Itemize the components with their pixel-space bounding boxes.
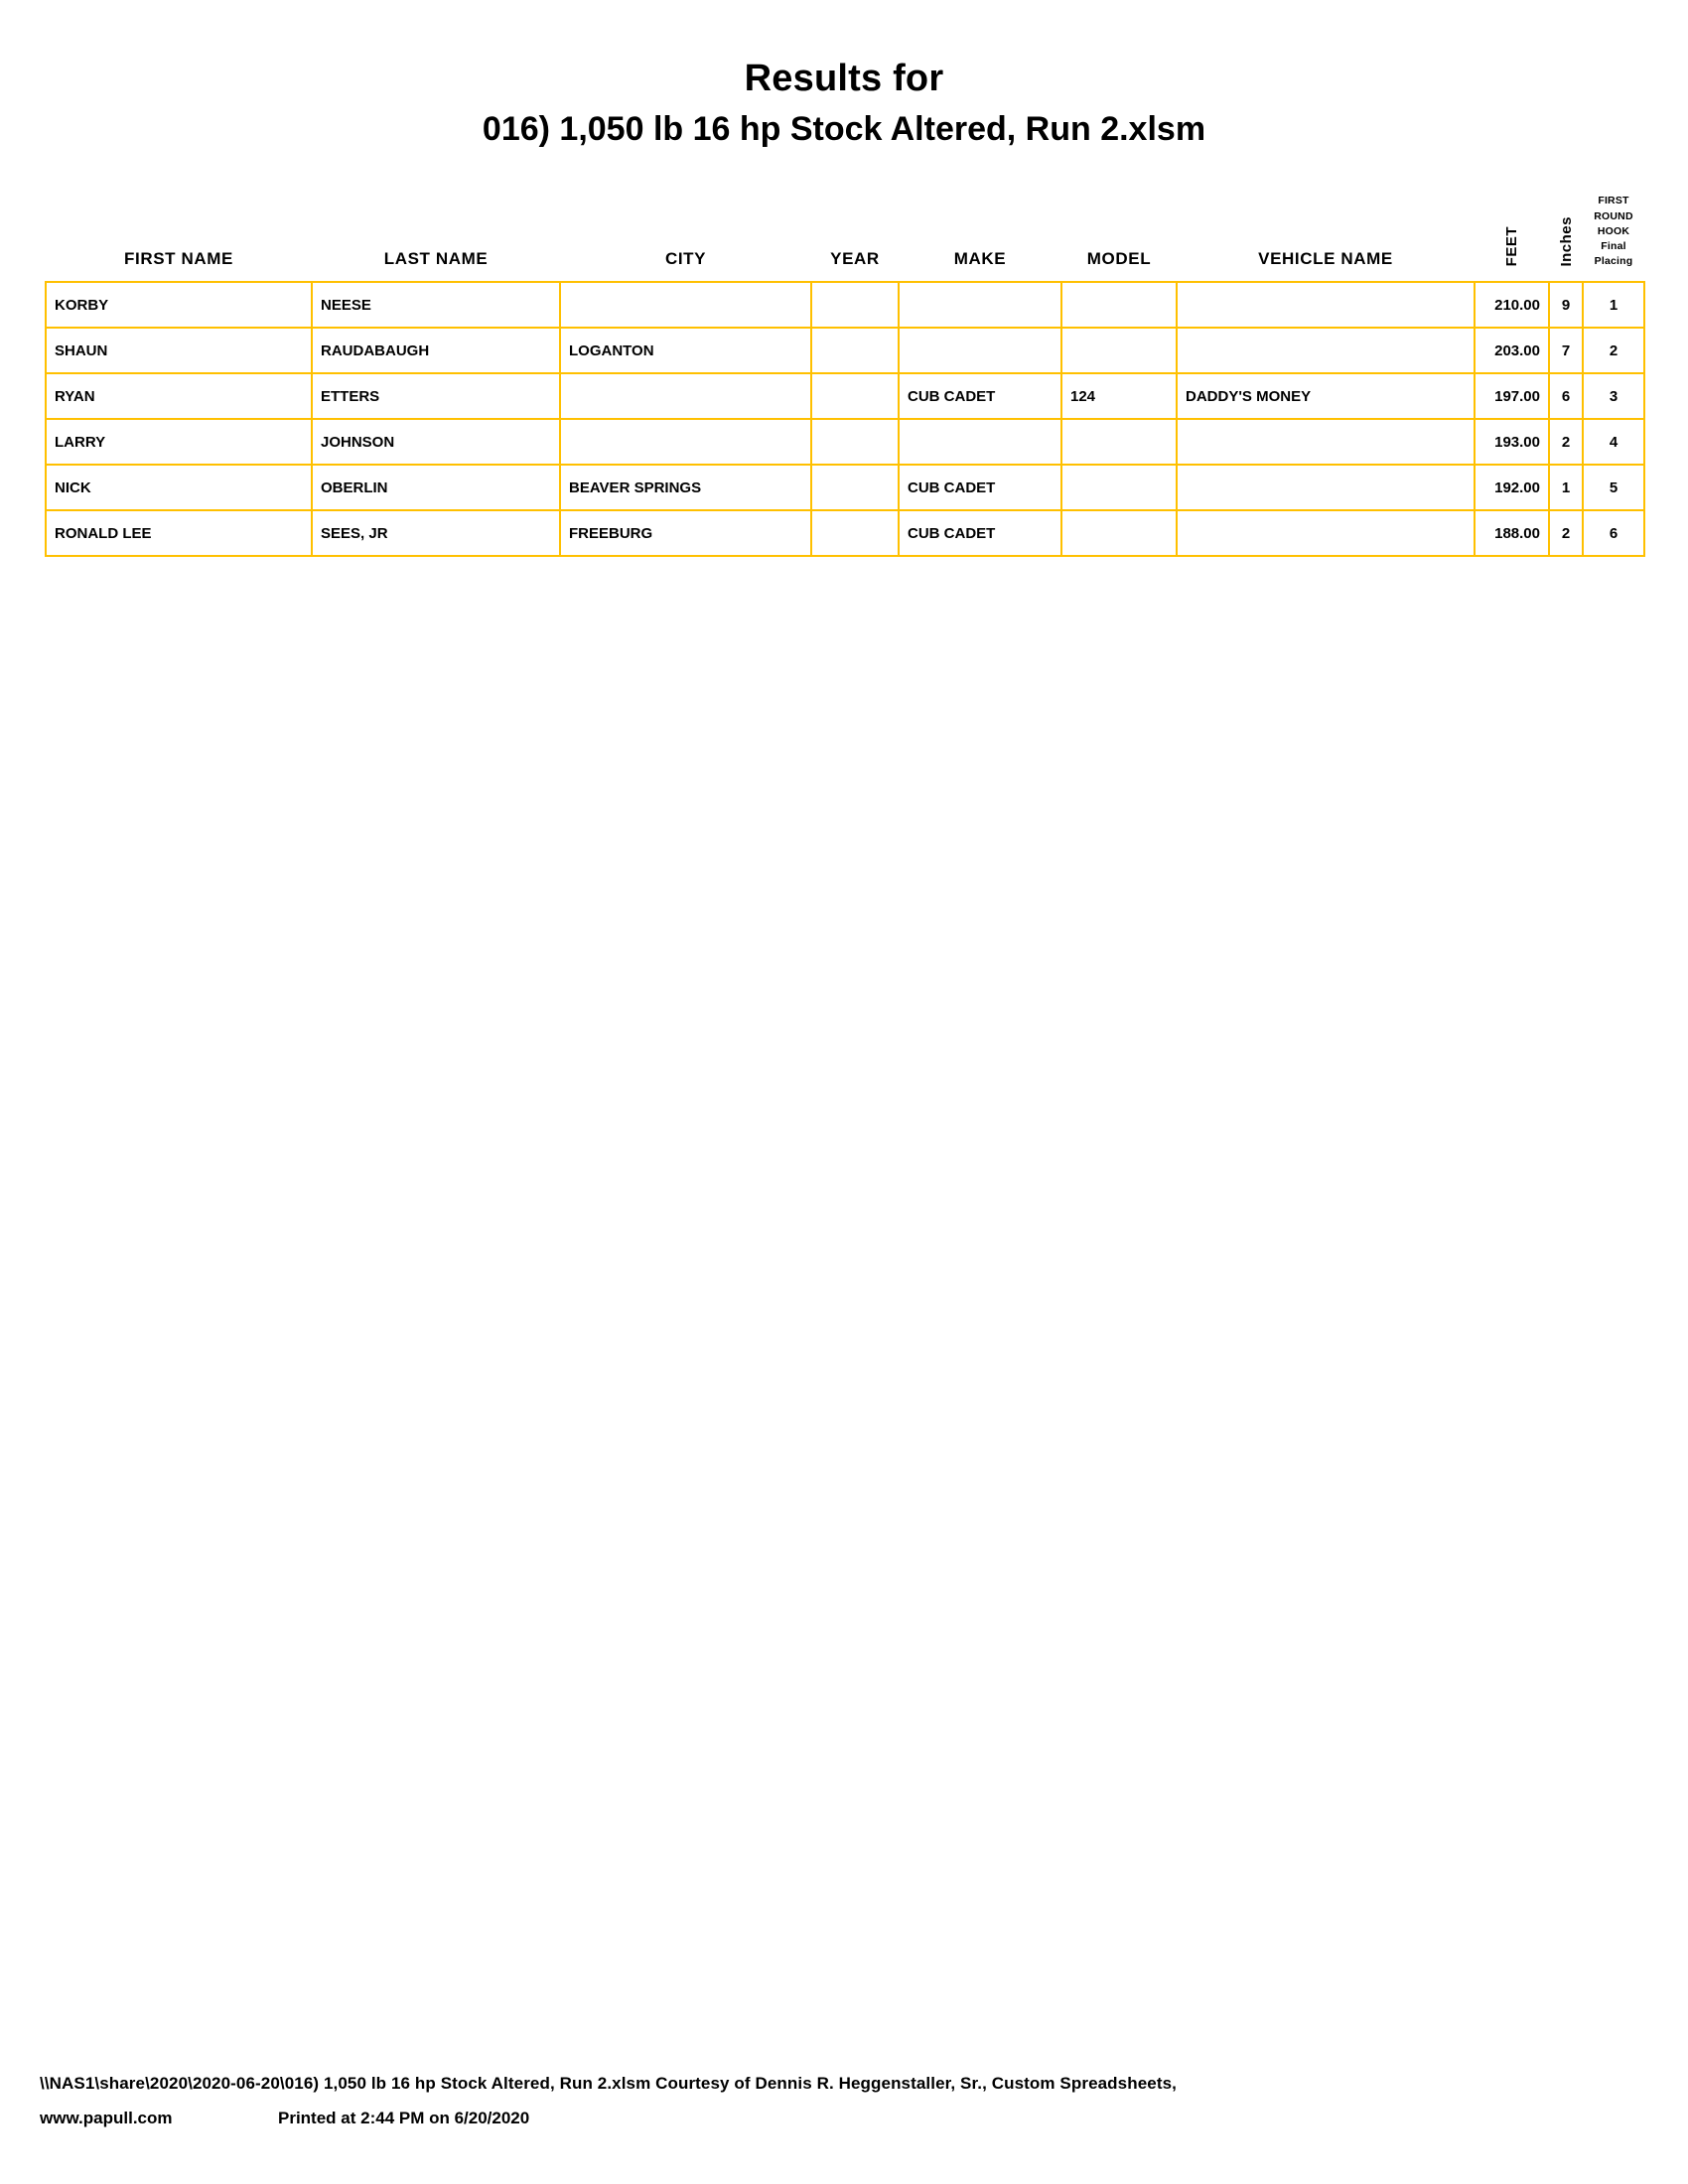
column-header-city: CITY: [664, 249, 707, 269]
cell-vehicle-name: [1177, 465, 1475, 510]
cell-year: [811, 373, 899, 419]
table-header-row: [46, 194, 1644, 282]
cell-city: FREEBURG: [560, 510, 811, 556]
table-row: [46, 510, 1644, 556]
cell-vehicle-name: [1177, 282, 1475, 328]
final-placing-line-3: Final Placing: [1594, 240, 1633, 268]
cell-city: [560, 373, 811, 419]
column-header-make: MAKE: [953, 249, 1007, 269]
cell-inches: 6: [1549, 373, 1583, 419]
table-row: [46, 328, 1644, 373]
cell-year: [811, 282, 899, 328]
cell-vehicle-name: [1177, 328, 1475, 373]
cell-model: [1061, 510, 1177, 556]
column-header-inches: [1549, 194, 1583, 282]
cell-city: LOGANTON: [560, 328, 811, 373]
cell-make: [899, 419, 1061, 465]
cell-last-name: JOHNSON: [312, 419, 560, 465]
page-title: Results for: [744, 58, 944, 99]
cell-make: [899, 282, 1061, 328]
cell-model: [1061, 419, 1177, 465]
cell-inches: 2: [1549, 510, 1583, 556]
cell-inches: 9: [1549, 282, 1583, 328]
cell-vehicle-name: [1177, 419, 1475, 465]
cell-feet: 210.00: [1475, 282, 1549, 328]
cell-inches: 1: [1549, 465, 1583, 510]
cell-first-name: KORBY: [46, 282, 312, 328]
column-header-year: YEAR: [830, 249, 880, 269]
column-header-first-name: FIRST NAME: [124, 249, 233, 269]
cell-feet: 203.00: [1475, 328, 1549, 373]
cell-model: [1061, 282, 1177, 328]
column-header-feet: [1475, 194, 1549, 282]
cell-inches: 2: [1549, 419, 1583, 465]
cell-vehicle-name: [1177, 510, 1475, 556]
column-header-last-name: LAST NAME: [383, 249, 489, 269]
cell-first-name: LARRY: [46, 419, 312, 465]
cell-last-name: NEESE: [312, 282, 560, 328]
cell-first-name: RYAN: [46, 373, 312, 419]
cell-city: [560, 419, 811, 465]
table-row: [46, 282, 1644, 328]
cell-final-placing: 4: [1583, 419, 1644, 465]
cell-final-placing: 1: [1583, 282, 1644, 328]
cell-year: [811, 465, 899, 510]
page-subtitle: 016) 1,050 lb 16 hp Stock Altered, Run 2.xlsm: [482, 109, 1206, 148]
cell-city: BEAVER SPRINGS: [560, 465, 811, 510]
cell-year: [811, 419, 899, 465]
cell-city: [560, 282, 811, 328]
cell-make: CUB CADET: [899, 373, 1061, 419]
results-table-wrapper: [40, 194, 1648, 557]
cell-model: 124: [1061, 373, 1177, 419]
results-table: [45, 194, 1645, 557]
cell-year: [811, 510, 899, 556]
column-header-model: MODEL: [1086, 249, 1152, 269]
table-body: [46, 282, 1644, 556]
cell-vehicle-name: DADDY'S MONEY: [1177, 373, 1475, 419]
cell-last-name: OBERLIN: [312, 465, 560, 510]
cell-feet: 193.00: [1475, 419, 1549, 465]
cell-year: [811, 328, 899, 373]
column-header-feet-label: FEET: [1503, 226, 1520, 267]
document-title-block: [40, 0, 1648, 152]
footer-website: www.papull.com: [40, 2109, 173, 2127]
footer-printed-timestamp: Printed at 2:44 PM on 6/20/2020: [278, 2109, 530, 2127]
cell-first-name: NICK: [46, 465, 312, 510]
cell-model: [1061, 465, 1177, 510]
cell-last-name: SEES, JR: [312, 510, 560, 556]
cell-final-placing: 6: [1583, 510, 1644, 556]
table-header: [46, 194, 1644, 282]
final-placing-line-1: FIRST ROUND: [1594, 195, 1633, 222]
column-header-inches-label: Inches: [1557, 215, 1575, 267]
cell-model: [1061, 328, 1177, 373]
cell-make: [899, 328, 1061, 373]
cell-feet: 188.00: [1475, 510, 1549, 556]
table-row: [46, 419, 1644, 465]
cell-last-name: ETTERS: [312, 373, 560, 419]
cell-first-name: SHAUN: [46, 328, 312, 373]
footer-path-and-credit: \\NAS1\share\2020\2020-06-20\016) 1,050 lb 16 hp Stock Altered, Run 2.xlsm Courtesy of Dennis R. Heggenstaller, Sr., Custom Spreadsheets,: [40, 2074, 1177, 2093]
cell-last-name: RAUDABAUGH: [312, 328, 560, 373]
column-header-vehicle-name: VEHICLE NAME: [1258, 249, 1393, 269]
cell-final-placing: 5: [1583, 465, 1644, 510]
cell-feet: 197.00: [1475, 373, 1549, 419]
column-header-final-placing: [1583, 194, 1644, 282]
final-placing-line-2: HOOK: [1597, 224, 1630, 237]
cell-final-placing: 2: [1583, 328, 1644, 373]
cell-make: CUB CADET: [899, 465, 1061, 510]
cell-feet: 192.00: [1475, 465, 1549, 510]
table-row: [46, 465, 1644, 510]
cell-final-placing: 3: [1583, 373, 1644, 419]
page-footer: [40, 2075, 1648, 2126]
footer-second-line: [40, 2110, 1648, 2126]
cell-inches: 7: [1549, 328, 1583, 373]
table-row: [46, 373, 1644, 419]
cell-first-name: RONALD LEE: [46, 510, 312, 556]
cell-make: CUB CADET: [899, 510, 1061, 556]
